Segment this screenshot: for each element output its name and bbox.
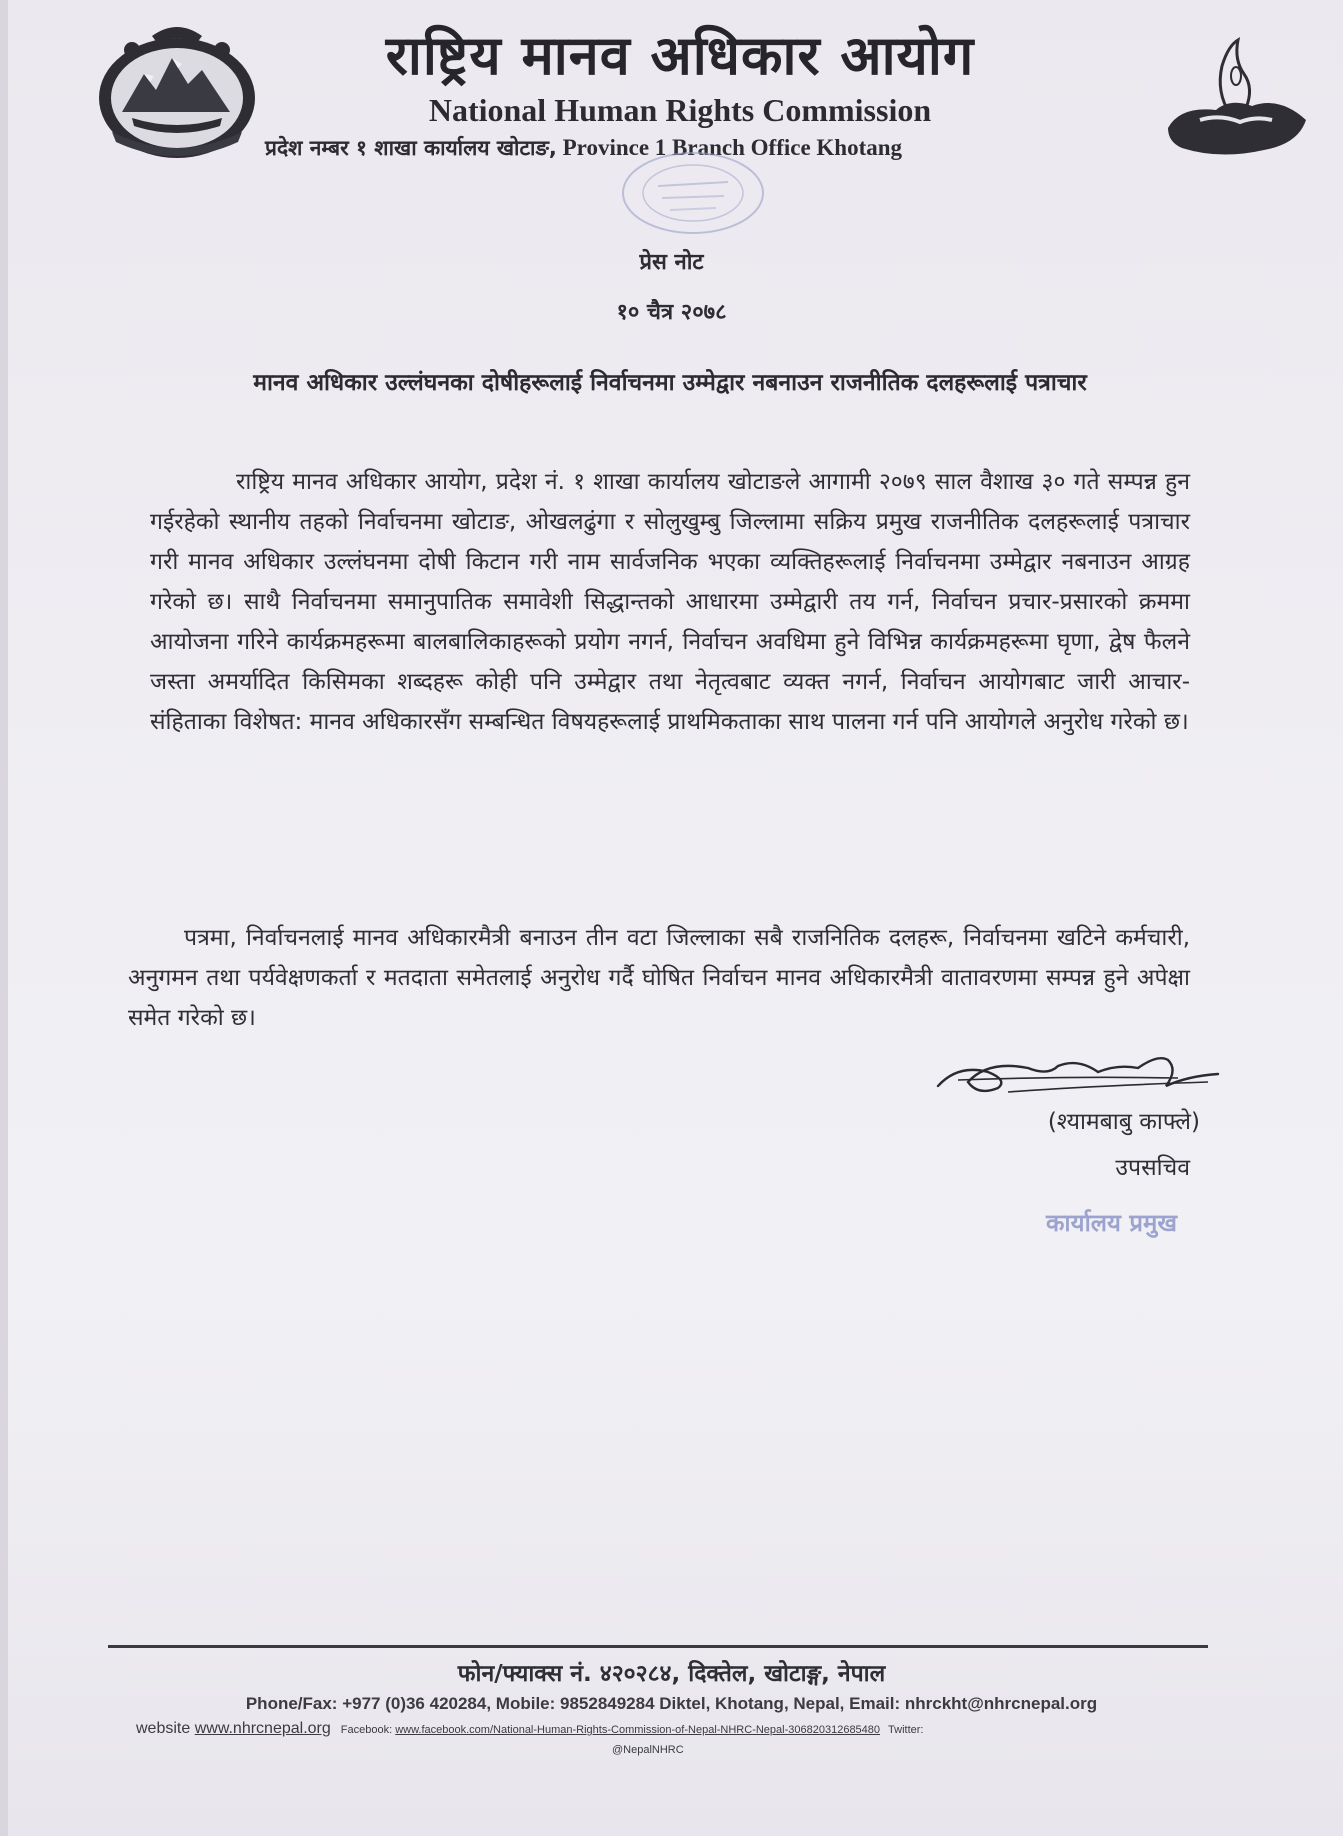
footer-links [136, 1720, 1216, 1738]
body-paragraph-2: पत्रमा, निर्वाचनलाई मानव अधिकारमैत्री बनाउन तीन वटा जिल्लाका सबै राजनितिक दलहरू, निर्वाचनमा खटिने कर्मचारी, अनुगमन तथा पर्यवेक्षणकर्ता र मतदाता समेतलाई अनुरोध गर्दै घोषित निर्वाचन मानव अधिकारमैत्री वातावरणमा सम्पन्न हुने अपेक्षा समेत गरेको छ। [128, 925, 1190, 1031]
office-seal-stamp [618, 148, 768, 238]
footer-contact-english: Phone/Fax: +977 (0)36 420284, Mobile: 9852849284 Diktel, Khotang, Nepal, Email: nhrckht@nhrcnepal.org [245, 1694, 1098, 1713]
press-note-heading: मानव अधिकार उल्लंघनका दोषीहरूलाई निर्वाचनमा उम्मेद्वार नबनाउन राजनीतिक दलहरूलाई पत्राचार [253, 370, 1087, 396]
facebook-link[interactable]: www.facebook.com/National-Human-Rights-Commission-of-Nepal-NHRC-Nepal-306820312685480 [395, 1724, 881, 1736]
commission-title-english: National Human Rights Commission [428, 92, 932, 128]
footer-phone-nepali: फोन/फ्याक्स नं. ४२०२८४, दिक्तेल, खोटाङ्ग, नेपाल [457, 1661, 886, 1687]
office-chief-stamp: कार्यालय प्रमुख [1046, 1209, 1177, 1237]
document-type: प्रेस नोट [639, 250, 704, 275]
website-link[interactable]: www.nhrcnepal.org [194, 1720, 331, 1737]
signer-name: (श्यामबाबु काफ्ले) [1047, 1109, 1200, 1135]
nhrc-hand-logo [1160, 36, 1310, 176]
website-label: website [136, 1720, 195, 1737]
footer-divider [108, 1645, 1208, 1648]
signer-designation: उपसचिव [1115, 1155, 1190, 1181]
document-date: १० चैत्र २०७८ [616, 300, 727, 325]
body-paragraph-1: राष्ट्रिय मानव अधिकार आयोग, प्रदेश नं. १ शाखा कार्यालय खोटाङले आगामी २०७९ साल वैशाख ३० गते सम्पन्न हुन गईरहेको स्थानीय तहको निर्वाचनमा खोटाङ, ओखलढुंगा र सोलुखुम्बु जिल्लामा सक्रिय प्रमुख राजनीतिक दलहरूलाई पत्राचार गरी मानव अधिकार उल्लंघनमा दोषी किटान गरी नाम सार्वजनिक भएका व्यक्तिहरूलाई निर्वाचनमा उम्मेद्वार नबनाउन आग्रह गरेको छ। साथै निर्वाचनमा समानुपातिक समावेशी सिद्धान्तको आधारमा उम्मेद्वारी तय गर्न, निर्वाचन प्रचार-प्रसारको क्रममा आयोजना गरिने कार्यक्रमहरूमा बालबालिकाहरूको प्रयोग नगर्न, निर्वाचन अवधिमा हुने विभिन्न कार्यक्रमहरूमा घृणा, द्वेष फैलने जस्ता अमर्यादित किसिमका शब्दहरू कोही पनि उम्मेद्वार तथा नेतृत्वबाट व्यक्त नगर्न, निर्वाचन आयोगबाट जारी आचार-संहिताका विशेषत: मानव अधिकारसँग सम्बन्धित विषयहरूलाई प्राथमिकताका साथ पालना गर्न पनि आयोगले अनुरोध गरेको छ। [150, 469, 1190, 735]
twitter-label: Twitter: [888, 1724, 924, 1736]
handwritten-signature [928, 1046, 1230, 1104]
twitter-handle[interactable]: @NepalNHRC [612, 1744, 684, 1756]
facebook-label: Facebook: [340, 1724, 396, 1736]
branch-office-english: Province 1 Branch Office Khotang [556, 135, 903, 160]
nepal-emblem-logo [92, 14, 262, 164]
branch-office-nepali: प्रदेश नम्बर १ शाखा कार्यालय खोटाङ, [265, 136, 557, 160]
commission-title-nepali: राष्ट्रिय मानव अधिकार आयोग [385, 24, 975, 87]
